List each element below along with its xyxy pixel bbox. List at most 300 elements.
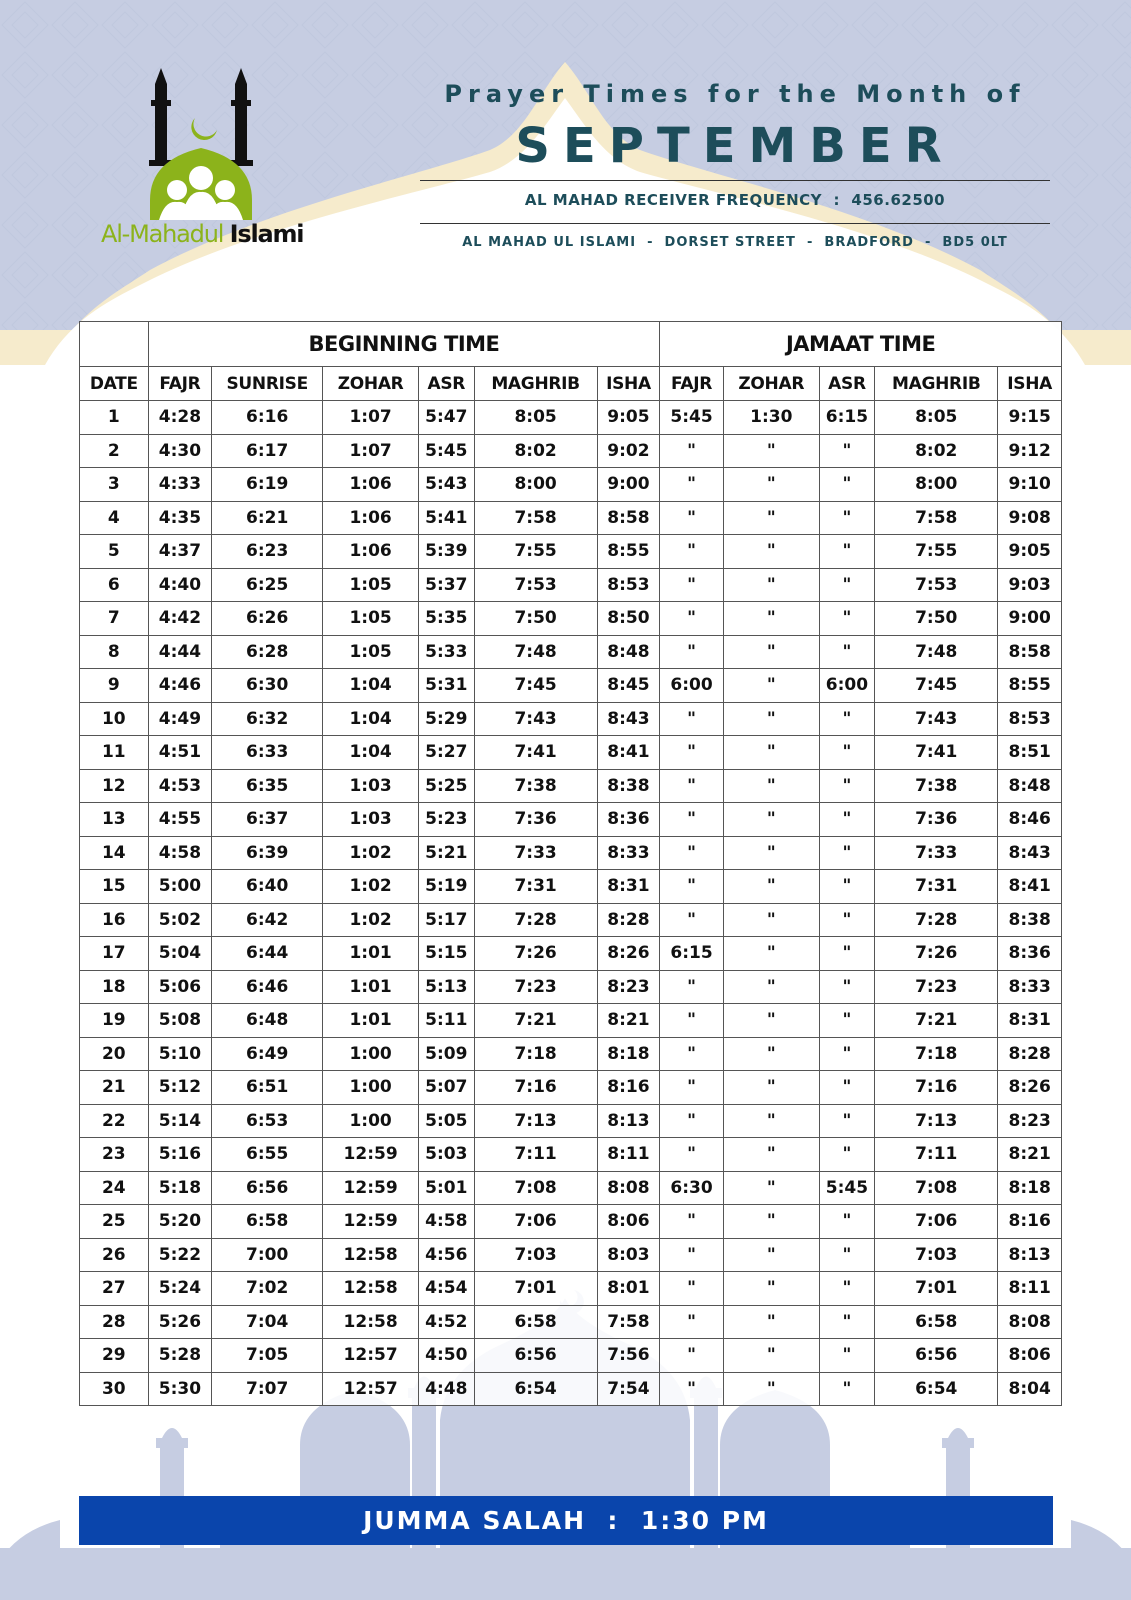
cell-jamaat-zohar: "	[723, 1037, 819, 1071]
cell-beginning-zohar: 1:06	[323, 535, 419, 569]
cell-date: 7	[80, 602, 149, 636]
table-row	[80, 970, 1062, 1004]
cell-date: 19	[80, 1004, 149, 1038]
cell-beginning-fajr: 4:35	[148, 501, 212, 535]
cell-beginning-asr: 5:29	[419, 702, 475, 736]
jamaat-time-header: JAMAAT TIME	[660, 322, 1062, 367]
cell-beginning-asr: 4:54	[419, 1272, 475, 1306]
cell-date: 24	[80, 1171, 149, 1205]
cell-beginning-asr: 5:17	[419, 903, 475, 937]
cell-jamaat-isha: 8:16	[998, 1205, 1062, 1239]
cell-beginning-zohar: 1:02	[323, 836, 419, 870]
cell-beginning-zohar: 1:05	[323, 568, 419, 602]
cell-beginning-maghrib: 7:03	[474, 1238, 597, 1272]
cell-jamaat-maghrib: 8:02	[875, 434, 998, 468]
column-header-jamaat-fajr: FAJR	[660, 367, 724, 401]
table-row	[80, 1037, 1062, 1071]
table-row	[80, 1339, 1062, 1373]
cell-jamaat-maghrib: 7:21	[875, 1004, 998, 1038]
cell-jamaat-fajr: "	[660, 434, 724, 468]
cell-jamaat-fajr: 6:00	[660, 669, 724, 703]
cell-beginning-fajr: 4:28	[148, 401, 212, 435]
cell-jamaat-isha: 8:55	[998, 669, 1062, 703]
cell-jamaat-isha: 8:06	[998, 1339, 1062, 1373]
cell-jamaat-asr: "	[819, 1004, 875, 1038]
cell-jamaat-asr: "	[819, 1037, 875, 1071]
cell-beginning-sunrise: 7:02	[212, 1272, 323, 1306]
cell-beginning-fajr: 4:49	[148, 702, 212, 736]
receiver-frequency: AL MAHAD RECEIVER FREQUENCY : 456.62500	[524, 191, 946, 209]
cell-jamaat-asr: "	[819, 1205, 875, 1239]
cell-beginning-maghrib: 7:50	[474, 602, 597, 636]
cell-beginning-sunrise: 7:05	[212, 1339, 323, 1373]
cell-jamaat-maghrib: 6:58	[875, 1305, 998, 1339]
cell-beginning-isha: 8:48	[597, 635, 660, 669]
table-row	[80, 1372, 1062, 1406]
cell-beginning-fajr: 5:22	[148, 1238, 212, 1272]
cell-beginning-sunrise: 6:33	[212, 736, 323, 770]
cell-date: 13	[80, 803, 149, 837]
cell-jamaat-isha: 9:15	[998, 401, 1062, 435]
cell-jamaat-isha: 8:51	[998, 736, 1062, 770]
cell-beginning-isha: 8:21	[597, 1004, 660, 1038]
cell-jamaat-maghrib: 7:33	[875, 836, 998, 870]
beginning-time-header: BEGINNING TIME	[148, 322, 660, 367]
cell-date: 16	[80, 903, 149, 937]
cell-date: 28	[80, 1305, 149, 1339]
cell-jamaat-asr: "	[819, 836, 875, 870]
cell-jamaat-fajr: "	[660, 769, 724, 803]
date-group-cell	[80, 322, 149, 367]
cell-beginning-isha: 8:45	[597, 669, 660, 703]
cell-jamaat-maghrib: 7:16	[875, 1071, 998, 1105]
cell-jamaat-maghrib: 7:41	[875, 736, 998, 770]
cell-beginning-asr: 5:41	[419, 501, 475, 535]
cell-jamaat-fajr: "	[660, 1372, 724, 1406]
cell-date: 22	[80, 1104, 149, 1138]
cell-beginning-zohar: 1:01	[323, 970, 419, 1004]
cell-beginning-sunrise: 6:55	[212, 1138, 323, 1172]
page-subtitle: Prayer Times for the Month of	[444, 80, 1026, 108]
cell-jamaat-isha: 8:46	[998, 803, 1062, 837]
cell-beginning-fajr: 5:06	[148, 970, 212, 1004]
cell-beginning-asr: 5:45	[419, 434, 475, 468]
cell-beginning-isha: 8:16	[597, 1071, 660, 1105]
cell-beginning-sunrise: 6:35	[212, 769, 323, 803]
cell-beginning-asr: 5:01	[419, 1171, 475, 1205]
cell-jamaat-fajr: "	[660, 836, 724, 870]
cell-jamaat-maghrib: 7:58	[875, 501, 998, 535]
cell-beginning-asr: 5:21	[419, 836, 475, 870]
cell-jamaat-zohar: "	[723, 1138, 819, 1172]
cell-beginning-asr: 5:35	[419, 602, 475, 636]
cell-jamaat-fajr: "	[660, 1238, 724, 1272]
cell-beginning-zohar: 1:02	[323, 903, 419, 937]
logo-name-part2: Islami	[229, 220, 304, 248]
cell-beginning-isha: 8:31	[597, 870, 660, 904]
cell-date: 18	[80, 970, 149, 1004]
cell-beginning-maghrib: 6:54	[474, 1372, 597, 1406]
cell-jamaat-fajr: "	[660, 568, 724, 602]
cell-beginning-fajr: 5:00	[148, 870, 212, 904]
cell-jamaat-asr: "	[819, 635, 875, 669]
cell-jamaat-zohar: "	[723, 937, 819, 971]
cell-beginning-asr: 5:11	[419, 1004, 475, 1038]
cell-beginning-sunrise: 6:32	[212, 702, 323, 736]
table-row	[80, 1071, 1062, 1105]
cell-beginning-fajr: 5:20	[148, 1205, 212, 1239]
cell-jamaat-zohar: "	[723, 568, 819, 602]
cell-beginning-sunrise: 6:46	[212, 970, 323, 1004]
cell-beginning-maghrib: 8:02	[474, 434, 597, 468]
cell-beginning-fajr: 4:51	[148, 736, 212, 770]
cell-beginning-zohar: 1:06	[323, 468, 419, 502]
cell-beginning-fajr: 5:08	[148, 1004, 212, 1038]
cell-beginning-maghrib: 7:31	[474, 870, 597, 904]
cell-jamaat-zohar: "	[723, 1238, 819, 1272]
table-row	[80, 1238, 1062, 1272]
cell-beginning-fajr: 5:02	[148, 903, 212, 937]
cell-jamaat-maghrib: 8:05	[875, 401, 998, 435]
cell-jamaat-maghrib: 7:28	[875, 903, 998, 937]
cell-beginning-fajr: 5:24	[148, 1272, 212, 1306]
cell-beginning-asr: 4:58	[419, 1205, 475, 1239]
cell-jamaat-isha: 8:31	[998, 1004, 1062, 1038]
table-row	[80, 803, 1062, 837]
cell-beginning-isha: 8:23	[597, 970, 660, 1004]
cell-beginning-sunrise: 7:04	[212, 1305, 323, 1339]
cell-date: 25	[80, 1205, 149, 1239]
cell-jamaat-maghrib: 7:26	[875, 937, 998, 971]
cell-beginning-maghrib: 8:00	[474, 468, 597, 502]
cell-beginning-zohar: 1:03	[323, 803, 419, 837]
cell-beginning-maghrib: 7:41	[474, 736, 597, 770]
cell-beginning-zohar: 1:01	[323, 937, 419, 971]
cell-jamaat-isha: 8:33	[998, 970, 1062, 1004]
cell-jamaat-fajr: "	[660, 870, 724, 904]
cell-date: 10	[80, 702, 149, 736]
cell-beginning-asr: 5:37	[419, 568, 475, 602]
cell-jamaat-maghrib: 7:01	[875, 1272, 998, 1306]
cell-jamaat-isha: 9:08	[998, 501, 1062, 535]
cell-date: 27	[80, 1272, 149, 1306]
cell-beginning-sunrise: 6:37	[212, 803, 323, 837]
cell-beginning-maghrib: 6:56	[474, 1339, 597, 1373]
cell-beginning-asr: 5:27	[419, 736, 475, 770]
cell-beginning-fajr: 4:53	[148, 769, 212, 803]
cell-jamaat-maghrib: 7:53	[875, 568, 998, 602]
cell-beginning-zohar: 1:05	[323, 635, 419, 669]
cell-jamaat-maghrib: 7:18	[875, 1037, 998, 1071]
cell-beginning-maghrib: 7:23	[474, 970, 597, 1004]
cell-jamaat-asr: 6:00	[819, 669, 875, 703]
cell-beginning-sunrise: 6:48	[212, 1004, 323, 1038]
cell-beginning-fajr: 4:44	[148, 635, 212, 669]
cell-beginning-fajr: 4:30	[148, 434, 212, 468]
cell-jamaat-zohar: "	[723, 1171, 819, 1205]
cell-date: 5	[80, 535, 149, 569]
cell-jamaat-maghrib: 7:50	[875, 602, 998, 636]
cell-beginning-maghrib: 7:58	[474, 501, 597, 535]
cell-jamaat-isha: 9:10	[998, 468, 1062, 502]
cell-beginning-asr: 5:07	[419, 1071, 475, 1105]
cell-beginning-maghrib: 7:13	[474, 1104, 597, 1138]
cell-jamaat-asr: 6:15	[819, 401, 875, 435]
cell-jamaat-asr: "	[819, 535, 875, 569]
table-row	[80, 937, 1062, 971]
cell-jamaat-asr: "	[819, 568, 875, 602]
cell-jamaat-asr: "	[819, 1071, 875, 1105]
cell-jamaat-isha: 8:53	[998, 702, 1062, 736]
cell-jamaat-isha: 8:41	[998, 870, 1062, 904]
cell-jamaat-isha: 8:26	[998, 1071, 1062, 1105]
cell-beginning-sunrise: 6:51	[212, 1071, 323, 1105]
cell-jamaat-asr: "	[819, 602, 875, 636]
jumma-salah-banner: JUMMA SALAH : 1:30 PM	[79, 1496, 1053, 1545]
cell-jamaat-asr: "	[819, 769, 875, 803]
cell-beginning-zohar: 1:07	[323, 401, 419, 435]
cell-beginning-isha: 9:00	[597, 468, 660, 502]
prayer-times-table	[79, 321, 1062, 1406]
cell-jamaat-isha: 9:00	[998, 602, 1062, 636]
cell-beginning-isha: 8:11	[597, 1138, 660, 1172]
cell-beginning-sunrise: 6:40	[212, 870, 323, 904]
cell-jamaat-zohar: "	[723, 970, 819, 1004]
cell-date: 12	[80, 769, 149, 803]
cell-beginning-maghrib: 7:01	[474, 1272, 597, 1306]
cell-beginning-sunrise: 7:00	[212, 1238, 323, 1272]
cell-jamaat-maghrib: 7:45	[875, 669, 998, 703]
cell-jamaat-zohar: "	[723, 1305, 819, 1339]
cell-beginning-sunrise: 6:39	[212, 836, 323, 870]
table-row	[80, 1305, 1062, 1339]
page-title: SEPTEMBER	[515, 118, 955, 174]
column-header-beginning-zohar: ZOHAR	[323, 367, 419, 401]
crescent-icon	[191, 118, 217, 140]
cell-beginning-isha: 9:05	[597, 401, 660, 435]
cell-jamaat-maghrib: 7:36	[875, 803, 998, 837]
cell-date: 20	[80, 1037, 149, 1071]
table-row	[80, 468, 1062, 502]
cell-date: 17	[80, 937, 149, 971]
cell-date: 26	[80, 1238, 149, 1272]
cell-jamaat-zohar: "	[723, 702, 819, 736]
cell-jamaat-zohar: "	[723, 1339, 819, 1373]
cell-beginning-fajr: 4:46	[148, 669, 212, 703]
cell-beginning-isha: 8:50	[597, 602, 660, 636]
cell-jamaat-fajr: "	[660, 535, 724, 569]
cell-beginning-isha: 7:56	[597, 1339, 660, 1373]
cell-beginning-asr: 4:50	[419, 1339, 475, 1373]
cell-beginning-asr: 5:15	[419, 937, 475, 971]
table-row	[80, 1004, 1062, 1038]
cell-jamaat-isha: 9:12	[998, 434, 1062, 468]
cell-beginning-asr: 5:47	[419, 401, 475, 435]
cell-jamaat-zohar: "	[723, 535, 819, 569]
cell-beginning-fajr: 5:12	[148, 1071, 212, 1105]
cell-jamaat-fajr: "	[660, 702, 724, 736]
cell-jamaat-fajr: "	[660, 1004, 724, 1038]
cell-date: 21	[80, 1071, 149, 1105]
cell-jamaat-asr: "	[819, 501, 875, 535]
cell-jamaat-isha: 8:28	[998, 1037, 1062, 1071]
cell-beginning-sunrise: 6:30	[212, 669, 323, 703]
cell-jamaat-asr: "	[819, 1272, 875, 1306]
cell-jamaat-isha: 8:08	[998, 1305, 1062, 1339]
cell-beginning-isha: 8:58	[597, 501, 660, 535]
cell-jamaat-zohar: "	[723, 602, 819, 636]
column-header-jamaat-asr: ASR	[819, 367, 875, 401]
table-row	[80, 870, 1062, 904]
cell-jamaat-fajr: "	[660, 1205, 724, 1239]
cell-jamaat-maghrib: 7:03	[875, 1238, 998, 1272]
cell-jamaat-isha: 8:04	[998, 1372, 1062, 1406]
table-row	[80, 702, 1062, 736]
cell-beginning-zohar: 1:00	[323, 1037, 419, 1071]
cell-beginning-isha: 8:01	[597, 1272, 660, 1306]
cell-beginning-asr: 5:05	[419, 1104, 475, 1138]
cell-beginning-maghrib: 7:26	[474, 937, 597, 971]
cell-jamaat-zohar: "	[723, 1272, 819, 1306]
cell-beginning-fajr: 4:55	[148, 803, 212, 837]
cell-date: 30	[80, 1372, 149, 1406]
cell-jamaat-asr: "	[819, 434, 875, 468]
cell-jamaat-maghrib: 7:11	[875, 1138, 998, 1172]
cell-jamaat-fajr: "	[660, 501, 724, 535]
cell-beginning-asr: 5:33	[419, 635, 475, 669]
cell-beginning-sunrise: 6:53	[212, 1104, 323, 1138]
cell-beginning-fajr: 4:33	[148, 468, 212, 502]
table-row	[80, 535, 1062, 569]
cell-jamaat-asr: "	[819, 1372, 875, 1406]
cell-beginning-asr: 5:03	[419, 1138, 475, 1172]
cell-jamaat-zohar: "	[723, 468, 819, 502]
cell-beginning-sunrise: 6:17	[212, 434, 323, 468]
cell-beginning-zohar: 1:04	[323, 736, 419, 770]
cell-jamaat-asr: "	[819, 803, 875, 837]
prayer-times-body	[80, 401, 1062, 1406]
cell-beginning-fajr: 5:10	[148, 1037, 212, 1071]
cell-jamaat-fajr: "	[660, 635, 724, 669]
cell-jamaat-asr: "	[819, 903, 875, 937]
column-header-beginning-maghrib: MAGHRIB	[474, 367, 597, 401]
cell-beginning-sunrise: 6:25	[212, 568, 323, 602]
cell-beginning-isha: 8:03	[597, 1238, 660, 1272]
cell-beginning-fajr: 4:40	[148, 568, 212, 602]
cell-beginning-isha: 8:43	[597, 702, 660, 736]
header-divider-top	[420, 180, 1050, 181]
cell-beginning-zohar: 1:01	[323, 1004, 419, 1038]
cell-beginning-zohar: 1:02	[323, 870, 419, 904]
cell-beginning-maghrib: 7:08	[474, 1171, 597, 1205]
cell-jamaat-asr: "	[819, 468, 875, 502]
cell-jamaat-zohar: "	[723, 736, 819, 770]
cell-jamaat-asr: 5:45	[819, 1171, 875, 1205]
cell-jamaat-isha: 8:21	[998, 1138, 1062, 1172]
cell-beginning-zohar: 12:59	[323, 1171, 419, 1205]
cell-beginning-maghrib: 8:05	[474, 401, 597, 435]
cell-beginning-zohar: 12:57	[323, 1339, 419, 1373]
cell-beginning-asr: 5:43	[419, 468, 475, 502]
al-mahadul-islami-logo	[95, 60, 325, 260]
cell-jamaat-asr: "	[819, 970, 875, 1004]
table-row	[80, 568, 1062, 602]
column-header-beginning-fajr: FAJR	[148, 367, 212, 401]
cell-beginning-sunrise: 7:07	[212, 1372, 323, 1406]
table-row	[80, 635, 1062, 669]
cell-jamaat-zohar: "	[723, 501, 819, 535]
cell-jamaat-fajr: "	[660, 1339, 724, 1373]
cell-jamaat-isha: 8:36	[998, 937, 1062, 971]
cell-jamaat-asr: "	[819, 736, 875, 770]
cell-date: 1	[80, 401, 149, 435]
cell-jamaat-maghrib: 7:38	[875, 769, 998, 803]
cell-jamaat-fajr: "	[660, 736, 724, 770]
cell-jamaat-isha: 8:23	[998, 1104, 1062, 1138]
cell-beginning-zohar: 12:59	[323, 1138, 419, 1172]
cell-jamaat-isha: 8:18	[998, 1171, 1062, 1205]
cell-jamaat-asr: "	[819, 1339, 875, 1373]
cell-beginning-maghrib: 7:28	[474, 903, 597, 937]
logo-wordmark	[101, 220, 303, 248]
cell-beginning-zohar: 12:58	[323, 1305, 419, 1339]
cell-jamaat-zohar: "	[723, 836, 819, 870]
cell-beginning-maghrib: 7:53	[474, 568, 597, 602]
table-row	[80, 1272, 1062, 1306]
table-row	[80, 1138, 1062, 1172]
cell-jamaat-zohar: "	[723, 903, 819, 937]
cell-jamaat-maghrib: 7:06	[875, 1205, 998, 1239]
cell-jamaat-maghrib: 7:23	[875, 970, 998, 1004]
cell-beginning-sunrise: 6:58	[212, 1205, 323, 1239]
cell-beginning-asr: 5:31	[419, 669, 475, 703]
cell-beginning-sunrise: 6:16	[212, 401, 323, 435]
cell-beginning-isha: 8:26	[597, 937, 660, 971]
cell-beginning-zohar: 12:58	[323, 1238, 419, 1272]
cell-beginning-sunrise: 6:21	[212, 501, 323, 535]
cell-date: 9	[80, 669, 149, 703]
cell-jamaat-fajr: 6:15	[660, 937, 724, 971]
cell-jamaat-maghrib: 7:48	[875, 635, 998, 669]
table-row	[80, 501, 1062, 535]
cell-jamaat-isha: 8:48	[998, 769, 1062, 803]
column-header-beginning-isha: ISHA	[597, 367, 660, 401]
cell-jamaat-zohar: "	[723, 1104, 819, 1138]
cell-jamaat-maghrib: 7:13	[875, 1104, 998, 1138]
cell-jamaat-maghrib: 7:43	[875, 702, 998, 736]
table-row	[80, 401, 1062, 435]
table-row	[80, 1104, 1062, 1138]
cell-beginning-zohar: 1:04	[323, 702, 419, 736]
cell-jamaat-isha: 9:05	[998, 535, 1062, 569]
cell-date: 23	[80, 1138, 149, 1172]
cell-jamaat-maghrib: 6:56	[875, 1339, 998, 1373]
cell-beginning-maghrib: 7:16	[474, 1071, 597, 1105]
cell-jamaat-fajr: "	[660, 1305, 724, 1339]
cell-beginning-asr: 4:48	[419, 1372, 475, 1406]
table-row	[80, 903, 1062, 937]
cell-jamaat-zohar: "	[723, 1071, 819, 1105]
cell-jamaat-zohar: "	[723, 803, 819, 837]
cell-beginning-asr: 5:09	[419, 1037, 475, 1071]
cell-beginning-isha: 8:08	[597, 1171, 660, 1205]
cell-beginning-maghrib: 7:18	[474, 1037, 597, 1071]
column-header-jamaat-zohar: ZOHAR	[723, 367, 819, 401]
cell-jamaat-fajr: "	[660, 1272, 724, 1306]
cell-beginning-zohar: 12:58	[323, 1272, 419, 1306]
cell-jamaat-isha: 9:03	[998, 568, 1062, 602]
cell-jamaat-isha: 8:38	[998, 903, 1062, 937]
